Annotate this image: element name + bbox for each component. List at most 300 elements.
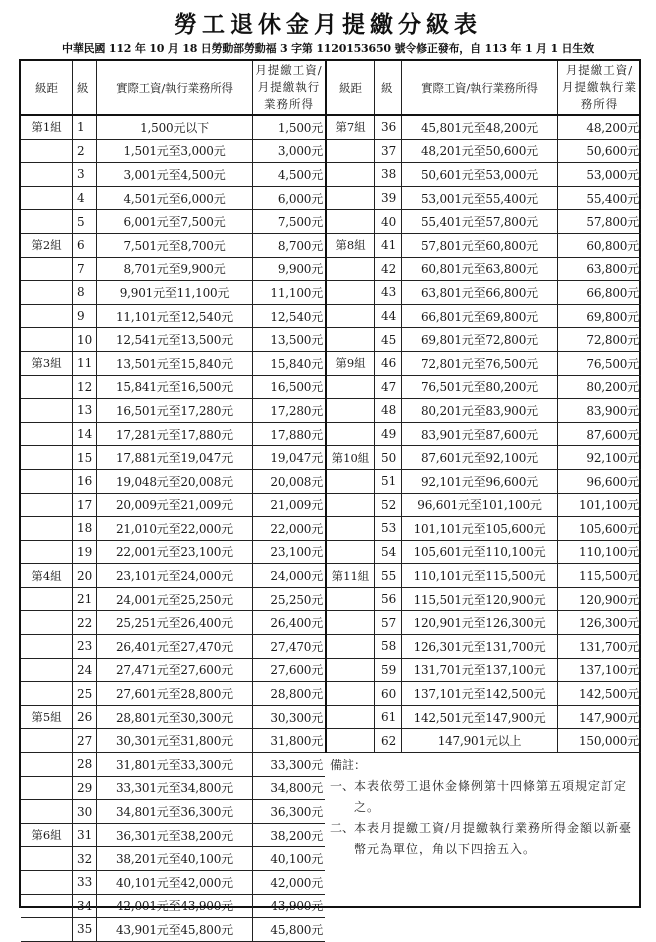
- table-row: [21, 777, 325, 801]
- group-cell: [21, 635, 73, 658]
- group-cell: 第1組: [21, 116, 73, 139]
- wage-range-cell: 38,201元至40,100元: [97, 847, 253, 870]
- header-range: 實際工資/執行業務所得: [97, 61, 253, 114]
- table-row: [327, 305, 641, 329]
- wage-range-cell: 50,601元至53,000元: [402, 163, 558, 186]
- group-cell: [327, 305, 375, 328]
- level-cell: 35: [73, 918, 97, 941]
- wage-range-cell: 83,901元至87,600元: [402, 423, 558, 446]
- table-row: [21, 258, 325, 282]
- table-row: [21, 234, 325, 258]
- wage-range-cell: 12,541元至13,500元: [97, 328, 253, 351]
- level-cell: 48: [375, 399, 402, 422]
- contribution-amount-cell: 36,300元: [270, 805, 323, 820]
- note-text: 本表月提繳工資/月提繳執行業務所得金額以新臺幣元為單位，角以下四捨五入。: [354, 821, 633, 857]
- wage-range-cell: 25,251元至26,400元: [97, 611, 253, 634]
- table-row: [21, 918, 325, 942]
- table-row: [327, 352, 641, 376]
- level-cell: 38: [375, 163, 402, 186]
- contribution-amount-cell: 66,800元: [586, 285, 639, 300]
- table-row: [21, 399, 325, 423]
- contribution-amount-cell: 23,100元: [270, 545, 323, 560]
- wage-range-cell: 120,901元至126,300元: [402, 611, 558, 634]
- note-item: [330, 818, 638, 860]
- level-cell: 53: [375, 517, 402, 540]
- contribution-amount-cell: 50,600元: [586, 144, 639, 159]
- wage-range-cell: 15,841元至16,500元: [97, 376, 253, 399]
- contribution-amount-cell: 6,000元: [277, 191, 323, 206]
- wage-range-cell: 66,801元至69,800元: [402, 305, 558, 328]
- group-cell: [21, 847, 73, 870]
- level-cell: 18: [73, 517, 97, 540]
- table-row: [21, 682, 325, 706]
- level-cell: 57: [375, 611, 402, 634]
- level-cell: 8: [73, 281, 97, 304]
- table-row: [327, 611, 641, 635]
- contribution-amount-cell: 21,009元: [270, 498, 323, 513]
- header-group: 級距: [327, 61, 375, 114]
- level-cell: 46: [375, 352, 402, 375]
- contribution-amount-cell: 27,600元: [270, 663, 323, 678]
- table-row: [21, 824, 325, 848]
- contribution-amount-cell: 13,500元: [270, 333, 323, 348]
- header-amount: 月提繳工資/月提繳執行業務所得: [255, 63, 323, 111]
- level-cell: 3: [73, 163, 97, 186]
- contribution-amount-cell: 16,500元: [270, 380, 323, 395]
- level-cell: 58: [375, 635, 402, 658]
- contribution-amount-cell: 17,880元: [270, 427, 323, 442]
- contribution-amount-cell: 150,000元: [578, 734, 639, 749]
- level-cell: 19: [73, 541, 97, 564]
- level-cell: 2: [73, 140, 97, 163]
- table-row: [327, 494, 641, 518]
- contribution-amount-cell: 33,300元: [270, 757, 323, 772]
- level-cell: 23: [73, 635, 97, 658]
- table-row: [21, 305, 325, 329]
- group-cell: 第6組: [21, 824, 73, 847]
- wage-range-cell: 3,001元至4,500元: [97, 163, 253, 186]
- contribution-amount-cell: 76,500元: [586, 356, 639, 371]
- contribution-amount-cell: 38,200元: [270, 828, 323, 843]
- level-cell: 22: [73, 611, 97, 634]
- table-row: [21, 281, 325, 305]
- level-cell: 49: [375, 423, 402, 446]
- level-cell: 30: [73, 800, 97, 823]
- contribution-amount-cell: 53,000元: [586, 167, 639, 182]
- group-cell: [327, 635, 375, 658]
- level-cell: 56: [375, 588, 402, 611]
- note-text: 本表依勞工退休金條例第十四條第五項規定訂定之。: [354, 779, 628, 815]
- level-cell: 24: [73, 659, 97, 682]
- wage-range-cell: 36,301元至38,200元: [97, 824, 253, 847]
- wage-range-cell: 72,801元至76,500元: [402, 352, 558, 375]
- level-cell: 1: [73, 116, 97, 139]
- group-cell: 第9組: [327, 352, 375, 375]
- group-cell: [327, 659, 375, 682]
- contribution-amount-cell: 12,540元: [270, 309, 323, 324]
- wage-range-cell: 30,301元至31,800元: [97, 729, 253, 752]
- group-cell: [327, 588, 375, 611]
- table-row: [327, 446, 641, 470]
- level-cell: 41: [375, 234, 402, 257]
- group-cell: [21, 376, 73, 399]
- document-subtitle: 中華民國 112 年 10 月 18 日勞動部勞動福 3 字第 1120153650 號令修正發布，自 113 年 1 月 1 日生效: [62, 42, 594, 55]
- table-row: [327, 564, 641, 588]
- note-number: 二、: [330, 821, 355, 836]
- level-cell: 40: [375, 210, 402, 233]
- level-cell: 12: [73, 376, 97, 399]
- table-row: [327, 588, 641, 612]
- group-cell: [21, 210, 73, 233]
- contribution-amount-cell: 8,700元: [277, 238, 323, 253]
- level-cell: 43: [375, 281, 402, 304]
- group-cell: [327, 281, 375, 304]
- table-row: [21, 140, 325, 164]
- wage-range-cell: 9,901元至11,100元: [97, 281, 253, 304]
- contribution-amount-cell: 60,800元: [586, 238, 639, 253]
- contribution-amount-cell: 11,100元: [270, 285, 323, 300]
- contribution-amount-cell: 25,250元: [270, 592, 323, 607]
- level-cell: 33: [73, 871, 97, 894]
- wage-range-cell: 22,001元至23,100元: [97, 541, 253, 564]
- level-cell: 11: [73, 352, 97, 375]
- group-cell: [21, 305, 73, 328]
- contribution-amount-cell: 105,600元: [578, 521, 639, 536]
- wage-range-cell: 1,500元以下: [97, 116, 253, 139]
- table-row: [327, 517, 641, 541]
- level-cell: 32: [73, 847, 97, 870]
- group-cell: 第3組: [21, 352, 73, 375]
- wage-range-cell: 43,901元至45,800元: [97, 918, 253, 941]
- contribution-amount-cell: 22,000元: [270, 521, 323, 536]
- group-cell: [21, 871, 73, 894]
- level-cell: 36: [375, 116, 402, 139]
- level-cell: 62: [375, 729, 402, 752]
- header-group: 級距: [21, 61, 73, 114]
- group-cell: [327, 541, 375, 564]
- level-cell: 14: [73, 423, 97, 446]
- group-cell: [21, 895, 73, 918]
- level-cell: 21: [73, 588, 97, 611]
- table-row: [21, 729, 325, 753]
- level-cell: 5: [73, 210, 97, 233]
- contribution-amount-cell: 26,400元: [270, 616, 323, 631]
- wage-range-cell: 115,501元至120,900元: [402, 588, 558, 611]
- contribution-amount-cell: 31,800元: [270, 734, 323, 749]
- wage-range-cell: 24,001元至25,250元: [97, 588, 253, 611]
- contribution-grade-table: [19, 59, 641, 937]
- group-cell: [327, 706, 375, 729]
- group-cell: [21, 470, 73, 493]
- contribution-amount-cell: 15,840元: [270, 356, 323, 371]
- group-cell: [21, 258, 73, 281]
- wage-range-cell: 110,101元至115,500元: [402, 564, 558, 587]
- level-cell: 20: [73, 564, 97, 587]
- contribution-amount-cell: 137,100元: [578, 663, 639, 678]
- level-cell: 52: [375, 494, 402, 517]
- group-cell: [327, 163, 375, 186]
- contribution-amount-cell: 69,800元: [586, 309, 639, 324]
- contribution-amount-cell: 110,100元: [578, 545, 639, 560]
- notes-label: 備註：: [330, 758, 367, 773]
- group-cell: 第4組: [21, 564, 73, 587]
- level-cell: 61: [375, 706, 402, 729]
- wage-range-cell: 96,601元至101,100元: [402, 494, 558, 517]
- level-cell: 54: [375, 541, 402, 564]
- contribution-amount-cell: 24,000元: [270, 569, 323, 584]
- contribution-amount-cell: 42,000元: [270, 875, 323, 890]
- table-row: [327, 328, 641, 352]
- level-cell: 13: [73, 399, 97, 422]
- contribution-amount-cell: 72,800元: [586, 333, 639, 348]
- table-row: [327, 163, 641, 187]
- group-cell: 第2組: [21, 234, 73, 257]
- wage-range-cell: 101,101元至105,600元: [402, 517, 558, 540]
- group-cell: [327, 210, 375, 233]
- group-cell: [21, 777, 73, 800]
- wage-range-cell: 19,048元至20,008元: [97, 470, 253, 493]
- header-amount: 月提繳工資/月提繳執行業務所得: [562, 63, 637, 111]
- contribution-amount-cell: 80,200元: [586, 380, 639, 395]
- group-cell: 第8組: [327, 234, 375, 257]
- level-cell: 34: [73, 895, 97, 918]
- wage-range-cell: 76,501元至80,200元: [402, 376, 558, 399]
- group-cell: [21, 682, 73, 705]
- wage-range-cell: 40,101元至42,000元: [97, 871, 253, 894]
- wage-range-cell: 1,501元至3,000元: [97, 140, 253, 163]
- note-number: 一、: [330, 779, 355, 794]
- wage-range-cell: 8,701元至9,900元: [97, 258, 253, 281]
- level-cell: 25: [73, 682, 97, 705]
- group-cell: [327, 729, 375, 752]
- wage-range-cell: 34,801元至36,300元: [97, 800, 253, 823]
- wage-range-cell: 147,901元以上: [402, 729, 558, 752]
- wage-range-cell: 21,010元至22,000元: [97, 517, 253, 540]
- group-cell: [21, 588, 73, 611]
- table-row: [21, 871, 325, 895]
- group-cell: [327, 470, 375, 493]
- table-row: [327, 706, 641, 730]
- wage-range-cell: 27,601元至28,800元: [97, 682, 253, 705]
- table-row: [327, 635, 641, 659]
- level-cell: 6: [73, 234, 97, 257]
- contribution-amount-cell: 27,470元: [270, 639, 323, 654]
- contribution-amount-cell: 1,500元: [277, 120, 323, 135]
- group-cell: [327, 328, 375, 351]
- group-cell: [327, 258, 375, 281]
- level-cell: 9: [73, 305, 97, 328]
- table-row: [327, 659, 641, 683]
- table-row: [327, 234, 641, 258]
- wage-range-cell: 11,101元至12,540元: [97, 305, 253, 328]
- contribution-amount-cell: 57,800元: [586, 215, 639, 230]
- group-cell: [21, 918, 73, 941]
- table-row: [327, 682, 641, 706]
- table-row: [327, 541, 641, 565]
- group-cell: [21, 753, 73, 776]
- contribution-amount-cell: 7,500元: [277, 215, 323, 230]
- level-cell: 15: [73, 446, 97, 469]
- level-cell: 10: [73, 328, 97, 351]
- wage-range-cell: 31,801元至33,300元: [97, 753, 253, 776]
- table-row: [327, 729, 641, 753]
- table-header-row: [327, 61, 641, 116]
- level-cell: 55: [375, 564, 402, 587]
- contribution-amount-cell: 28,800元: [270, 687, 323, 702]
- wage-range-cell: 131,701元至137,100元: [402, 659, 558, 682]
- contribution-amount-cell: 55,400元: [586, 191, 639, 206]
- table-row: [327, 258, 641, 282]
- group-cell: [327, 423, 375, 446]
- table-row: [327, 187, 641, 211]
- level-cell: 50: [375, 446, 402, 469]
- wage-range-cell: 87,601元至92,100元: [402, 446, 558, 469]
- header-level: 級: [73, 61, 97, 114]
- table-row: [327, 376, 641, 400]
- level-cell: 16: [73, 470, 97, 493]
- group-cell: [21, 729, 73, 752]
- table-row: [21, 163, 325, 187]
- group-cell: [21, 281, 73, 304]
- table-right-half: [325, 61, 641, 857]
- contribution-amount-cell: 3,000元: [277, 144, 323, 159]
- wage-range-cell: 26,401元至27,470元: [97, 635, 253, 658]
- wage-range-cell: 137,101元至142,500元: [402, 682, 558, 705]
- contribution-amount-cell: 17,280元: [270, 403, 323, 418]
- table-row: [327, 140, 641, 164]
- table-left-body: [21, 116, 325, 942]
- group-cell: [327, 517, 375, 540]
- wage-range-cell: 4,501元至6,000元: [97, 187, 253, 210]
- level-cell: 45: [375, 328, 402, 351]
- wage-range-cell: 48,201元至50,600元: [402, 140, 558, 163]
- contribution-amount-cell: 92,100元: [586, 451, 639, 466]
- table-row: [327, 281, 641, 305]
- table-row: [21, 611, 325, 635]
- table-row: [21, 423, 325, 447]
- contribution-amount-cell: 20,008元: [270, 474, 323, 489]
- notes-box: [327, 753, 641, 862]
- contribution-amount-cell: 120,900元: [578, 592, 639, 607]
- contribution-amount-cell: 30,300元: [270, 710, 323, 725]
- level-cell: 26: [73, 706, 97, 729]
- table-row: [21, 635, 325, 659]
- table-row: [21, 470, 325, 494]
- header-range: 實際工資/執行業務所得: [402, 61, 558, 114]
- contribution-amount-cell: 19,047元: [270, 451, 323, 466]
- table-row: [327, 470, 641, 494]
- table-row: [21, 564, 325, 588]
- contribution-amount-cell: 115,500元: [578, 569, 639, 584]
- wage-range-cell: 57,801元至60,800元: [402, 234, 558, 257]
- table-row: [21, 187, 325, 211]
- table-row: [21, 446, 325, 470]
- level-cell: 60: [375, 682, 402, 705]
- group-cell: [21, 494, 73, 517]
- group-cell: [327, 187, 375, 210]
- level-cell: 4: [73, 187, 97, 210]
- table-row: [21, 800, 325, 824]
- wage-range-cell: 23,101元至24,000元: [97, 564, 253, 587]
- wage-range-cell: 80,201元至83,900元: [402, 399, 558, 422]
- table-row: [327, 210, 641, 234]
- table-row: [327, 399, 641, 423]
- table-header-row: [21, 61, 325, 116]
- contribution-amount-cell: 147,900元: [578, 710, 639, 725]
- group-cell: [21, 328, 73, 351]
- contribution-amount-cell: 43,900元: [270, 899, 323, 914]
- wage-range-cell: 17,281元至17,880元: [97, 423, 253, 446]
- table-row: [21, 659, 325, 683]
- contribution-amount-cell: 87,600元: [586, 427, 639, 442]
- document-title: 勞工退休金月提繳分級表: [174, 11, 482, 38]
- table-row: [21, 210, 325, 234]
- wage-range-cell: 45,801元至48,200元: [402, 116, 558, 139]
- table-row: [21, 706, 325, 730]
- table-row: [21, 352, 325, 376]
- group-cell: [21, 163, 73, 186]
- wage-range-cell: 53,001元至55,400元: [402, 187, 558, 210]
- level-cell: 47: [375, 376, 402, 399]
- level-cell: 29: [73, 777, 97, 800]
- group-cell: [327, 682, 375, 705]
- wage-range-cell: 28,801元至30,300元: [97, 706, 253, 729]
- contribution-amount-cell: 131,700元: [578, 639, 639, 654]
- wage-range-cell: 105,601元至110,100元: [402, 541, 558, 564]
- group-cell: [21, 800, 73, 823]
- wage-range-cell: 60,801元至63,800元: [402, 258, 558, 281]
- group-cell: [327, 399, 375, 422]
- group-cell: [21, 517, 73, 540]
- contribution-amount-cell: 63,800元: [586, 262, 639, 277]
- wage-range-cell: 42,001元至43,900元: [97, 895, 253, 918]
- wage-range-cell: 7,501元至8,700元: [97, 234, 253, 257]
- note-item: [330, 776, 638, 818]
- contribution-amount-cell: 142,500元: [578, 687, 639, 702]
- group-cell: [21, 140, 73, 163]
- level-cell: 31: [73, 824, 97, 847]
- group-cell: [327, 494, 375, 517]
- group-cell: [327, 376, 375, 399]
- wage-range-cell: 142,501元至147,900元: [402, 706, 558, 729]
- group-cell: 第11組: [327, 564, 375, 587]
- wage-range-cell: 27,471元至27,600元: [97, 659, 253, 682]
- group-cell: [21, 423, 73, 446]
- wage-range-cell: 69,801元至72,800元: [402, 328, 558, 351]
- wage-range-cell: 63,801元至66,800元: [402, 281, 558, 304]
- group-cell: [327, 611, 375, 634]
- table-row: [21, 753, 325, 777]
- wage-range-cell: 6,001元至7,500元: [97, 210, 253, 233]
- contribution-amount-cell: 126,300元: [578, 616, 639, 631]
- level-cell: 44: [375, 305, 402, 328]
- table-row: [21, 541, 325, 565]
- contribution-amount-cell: 9,900元: [277, 262, 323, 277]
- level-cell: 7: [73, 258, 97, 281]
- contribution-amount-cell: 45,800元: [270, 922, 323, 937]
- table-row: [21, 116, 325, 140]
- wage-range-cell: 17,881元至19,047元: [97, 446, 253, 469]
- group-cell: [21, 446, 73, 469]
- wage-range-cell: 55,401元至57,800元: [402, 210, 558, 233]
- contribution-amount-cell: 4,500元: [277, 167, 323, 182]
- group-cell: 第7組: [327, 116, 375, 139]
- level-cell: 17: [73, 494, 97, 517]
- group-cell: [21, 611, 73, 634]
- contribution-amount-cell: 83,900元: [586, 403, 639, 418]
- group-cell: [21, 659, 73, 682]
- table-row: [21, 847, 325, 871]
